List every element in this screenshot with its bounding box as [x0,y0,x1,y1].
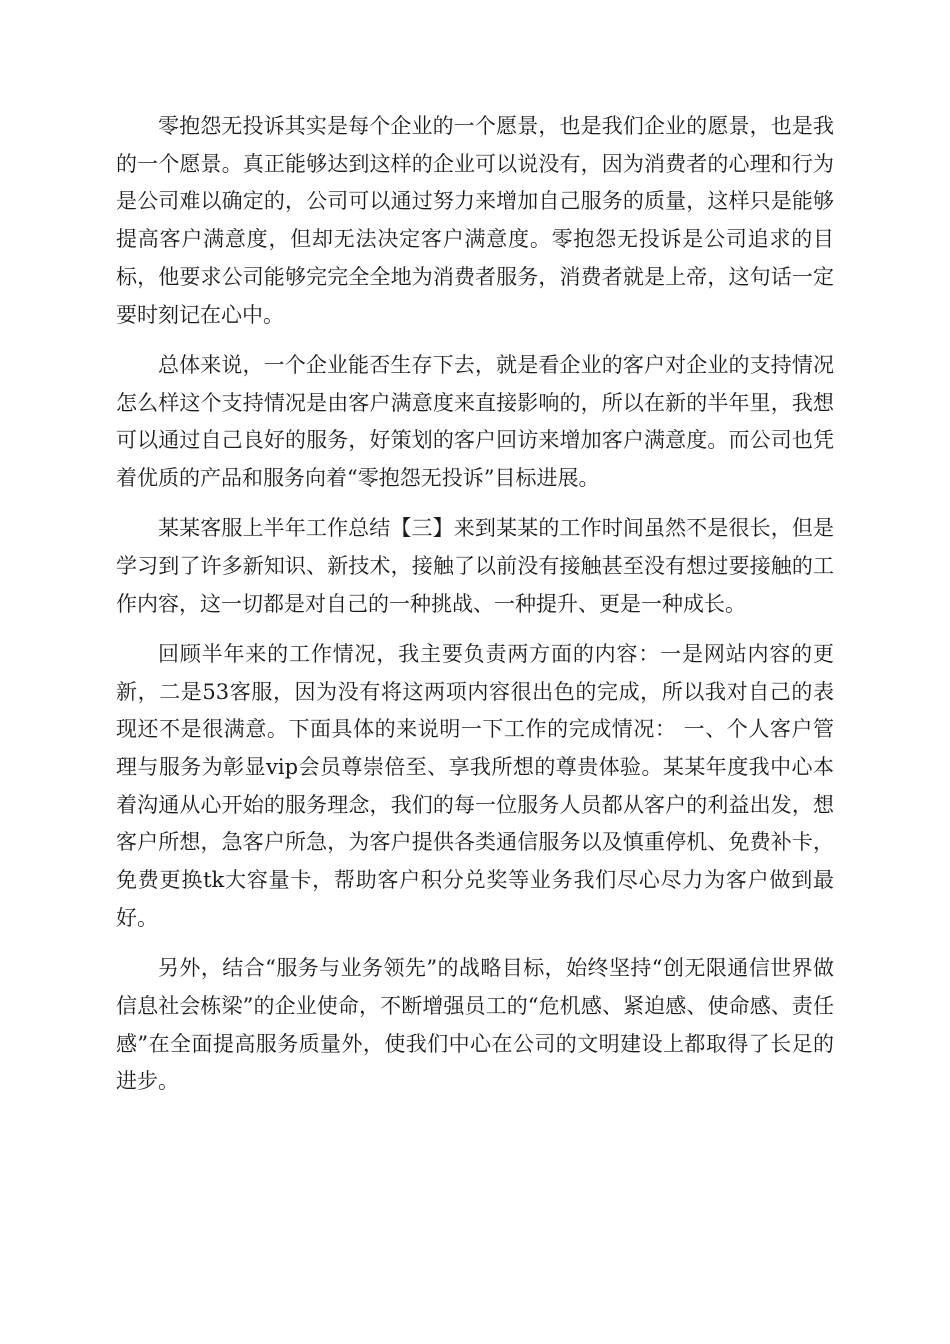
paragraph-1: 零抱怨无投诉其实是每个企业的一个愿景，也是我们企业的愿景，也是我的一个愿景。真正能够达到这样的企业可以说没有，因为消费者的心理和行为是公司难以确定的，公司可以通过努力来增加自己服务的质量，这样只是能够提高客户满意度，但却无法决定客户满意度。零抱怨无投诉是公司追求的目标，他要求公司能够完完全全地为消费者服务，消费者就是上帝，这句话一定要时刻记在心中。 [116,114,834,327]
paragraph-4: 回顾半年来的工作情况，我主要负责两方面的内容：一是网站内容的更新，二是53客服，因为没有将这两项内容很出色的完成，所以我对自己的表现还不是很满意。下面具体的来说明一下工作的完成情况： 一、个人客户管理与服务为彰显vip会员尊崇倍至、享我所想的尊贵体验。某某年度我中心本着沟通从心开始的服务理念，我们的每一位服务人员都从客户的利益出发，想客户所想，急客户所急，为客户提供各类通信服务以及慎重停机、免费补卡，免费更换tk大容量卡，帮助客户积分兑奖等业务我们尽心尽力为客户做到最好。 [116,641,834,930]
paragraph-2: 总体来说，一个企业能否生存下去，就是看企业的客户对企业的支持情况怎么样这个支持情况是由客户满意度来直接影响的，所以在新的半年里，我想可以通过自己良好的服务，好策划的客户回访来增加客户满意度。而公司也凭着优质的产品和服务向着“零抱怨无投诉”目标进展。 [116,352,834,490]
document-page [116,108,834,1114]
paragraph-3: 某某客服上半年工作总结【三】来到某某的工作时间虽然不是很长，但是学习到了许多新知识、新技术，接触了以前没有接触甚至没有想过要接触的工作内容，这一切都是对自己的一种挑战、一种提升、更是一种成长。 [116,516,834,616]
paragraph-5: 另外，结合“服务与业务领先”的战略目标，始终坚持“创无限通信世界做信息社会栋梁”的企业使命，不断增强员工的“危机感、紧迫感、使命感、责任感”在全面提高服务质量外，使我们中心在公司的文明建设上都取得了长足的进步。 [116,956,834,1094]
